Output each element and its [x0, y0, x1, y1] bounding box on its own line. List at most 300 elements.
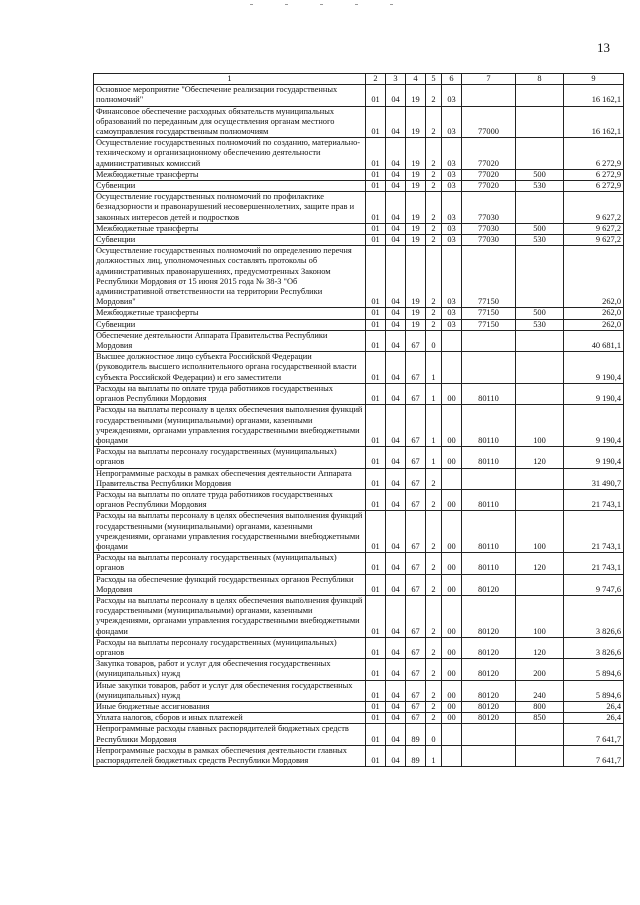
row-name: Межбюджетные трансферты: [94, 169, 366, 180]
direction-code: 80110: [462, 553, 516, 574]
program-code: 89: [406, 724, 426, 745]
direction-code: 80120: [462, 713, 516, 724]
row-name: Обеспечение деятельности Аппарата Правительства Республики Мордовия: [94, 330, 366, 351]
activity-code: 03: [442, 223, 462, 234]
subsection-code: 04: [386, 745, 406, 766]
subprogram-code: 1: [426, 447, 442, 468]
program-code: 67: [406, 489, 426, 510]
section-code: 01: [366, 181, 386, 192]
amount: 26,4: [564, 713, 624, 724]
direction-code: 77030: [462, 223, 516, 234]
amount: 5 894,6: [564, 659, 624, 680]
header-row: [94, 74, 624, 85]
activity-code: 03: [442, 192, 462, 224]
section-code: 01: [366, 169, 386, 180]
direction-code: 77020: [462, 181, 516, 192]
direction-code: 80110: [462, 447, 516, 468]
subprogram-code: 2: [426, 106, 442, 138]
table-row: [94, 223, 624, 234]
table-row: [94, 701, 624, 712]
expense-type-code: 120: [516, 637, 564, 658]
section-code: 01: [366, 447, 386, 468]
amount: 9 190,4: [564, 352, 624, 384]
subprogram-code: 2: [426, 574, 442, 595]
table-row: [94, 308, 624, 319]
subsection-code: 04: [386, 659, 406, 680]
subprogram-code: 1: [426, 745, 442, 766]
expense-type-code: 800: [516, 701, 564, 712]
col-header: 1: [94, 74, 366, 85]
row-name: Уплата налогов, сборов и иных платежей: [94, 713, 366, 724]
activity-code: [442, 468, 462, 489]
expense-type-code: 100: [516, 595, 564, 637]
program-code: 67: [406, 352, 426, 384]
section-code: 01: [366, 383, 386, 404]
subprogram-code: 2: [426, 595, 442, 637]
subprogram-code: 2: [426, 701, 442, 712]
subprogram-code: 1: [426, 352, 442, 384]
expense-type-code: 100: [516, 405, 564, 447]
program-code: 67: [406, 447, 426, 468]
amount: 21 743,1: [564, 489, 624, 510]
expense-type-code: [516, 489, 564, 510]
section-code: 01: [366, 319, 386, 330]
subprogram-code: 2: [426, 308, 442, 319]
subsection-code: 04: [386, 468, 406, 489]
expense-type-code: [516, 468, 564, 489]
subsection-code: 04: [386, 680, 406, 701]
table-row: [94, 106, 624, 138]
row-name: Осуществление государственных полномочий по профилактике безнадзорности и правонарушений несовершеннолетних, защите прав и законных интересов детей и подростков: [94, 192, 366, 224]
expense-type-code: 240: [516, 680, 564, 701]
subsection-code: 04: [386, 701, 406, 712]
expense-type-code: 530: [516, 235, 564, 246]
subsection-code: 04: [386, 724, 406, 745]
direction-code: 77150: [462, 246, 516, 308]
expense-type-code: 120: [516, 447, 564, 468]
subprogram-code: 1: [426, 405, 442, 447]
table-row: [94, 574, 624, 595]
expense-type-code: [516, 246, 564, 308]
activity-code: 00: [442, 553, 462, 574]
activity-code: [442, 745, 462, 766]
row-name: Иные закупки товаров, работ и услуг для обеспечения государственных (муниципальных) нужд: [94, 680, 366, 701]
subprogram-code: 1: [426, 383, 442, 404]
subprogram-code: 2: [426, 192, 442, 224]
subprogram-code: 2: [426, 319, 442, 330]
direction-code: [462, 85, 516, 106]
subsection-code: 04: [386, 330, 406, 351]
expense-type-code: 500: [516, 223, 564, 234]
budget-table: [93, 73, 624, 767]
expense-type-code: [516, 383, 564, 404]
amount: 6 272,9: [564, 169, 624, 180]
program-code: 19: [406, 235, 426, 246]
table-row: [94, 468, 624, 489]
table-row: [94, 352, 624, 384]
table-row: [94, 192, 624, 224]
program-code: 19: [406, 181, 426, 192]
row-name: Межбюджетные трансферты: [94, 308, 366, 319]
expense-type-code: 850: [516, 713, 564, 724]
subprogram-code: 2: [426, 680, 442, 701]
direction-code: [462, 724, 516, 745]
expense-type-code: [516, 192, 564, 224]
activity-code: [442, 724, 462, 745]
row-name: Расходы на выплаты персоналу в целях обеспечения выполнения функций государственными (муниципальными) органами, казенными учреждениями, органами управления государственными внебюджетными фондами: [94, 511, 366, 553]
table-row: [94, 595, 624, 637]
amount: 262,0: [564, 246, 624, 308]
table-row: [94, 745, 624, 766]
amount: 9 190,4: [564, 405, 624, 447]
row-name: Расходы на выплаты по оплате труда работников государственных органов Республики Мордовия: [94, 489, 366, 510]
col-header: 9: [564, 74, 624, 85]
amount: 3 826,6: [564, 595, 624, 637]
subprogram-code: 2: [426, 246, 442, 308]
section-code: 01: [366, 595, 386, 637]
activity-code: 00: [442, 659, 462, 680]
activity-code: 00: [442, 405, 462, 447]
direction-code: [462, 352, 516, 384]
row-name: Субвенции: [94, 319, 366, 330]
direction-code: [462, 468, 516, 489]
subprogram-code: 2: [426, 181, 442, 192]
col-header: 7: [462, 74, 516, 85]
program-code: 19: [406, 106, 426, 138]
activity-code: 03: [442, 138, 462, 170]
table-row: [94, 637, 624, 658]
subsection-code: 04: [386, 223, 406, 234]
subsection-code: 04: [386, 713, 406, 724]
table-row: [94, 724, 624, 745]
expense-type-code: 530: [516, 319, 564, 330]
col-header: 4: [406, 74, 426, 85]
subprogram-code: 2: [426, 489, 442, 510]
row-name: Непрограммные расходы главных распорядителей бюджетных средств Республики Мордовия: [94, 724, 366, 745]
direction-code: 77030: [462, 192, 516, 224]
table-row: [94, 85, 624, 106]
section-code: 01: [366, 85, 386, 106]
row-name: Расходы на выплаты персоналу в целях обеспечения выполнения функций государственными (муниципальными) органами, казенными учреждениями, органами управления государственными внебюджетными фондами: [94, 405, 366, 447]
subsection-code: 04: [386, 85, 406, 106]
table-row: [94, 319, 624, 330]
row-name: Субвенции: [94, 181, 366, 192]
section-code: 01: [366, 701, 386, 712]
row-name: Иные бюджетные ассигнования: [94, 701, 366, 712]
amount: 9 627,2: [564, 192, 624, 224]
program-code: 67: [406, 680, 426, 701]
subprogram-code: 2: [426, 468, 442, 489]
program-code: 67: [406, 383, 426, 404]
program-code: 67: [406, 595, 426, 637]
section-code: 01: [366, 246, 386, 308]
section-code: 01: [366, 352, 386, 384]
row-name: Высшее должностное лицо субъекта Российской Федерации (руководитель высшего исполнительного органа государственной власти субъекта Российской Федерации) и его заместители: [94, 352, 366, 384]
subsection-code: 04: [386, 637, 406, 658]
page-number: 13: [597, 40, 610, 55]
expense-type-code: [516, 352, 564, 384]
row-name: Осуществление государственных полномочий по определению перечня должностных лиц, уполномоченных составлять протоколы об административных правонарушениях, предусмотренных Законом Республики Мордовия от 15 июня 2015 года № 38-З "Об административной ответственности на территории Республики Мордовия": [94, 246, 366, 308]
col-header: 6: [442, 74, 462, 85]
section-code: 01: [366, 659, 386, 680]
row-name: Закупка товаров, работ и услуг для обеспечения государственных (муниципальных) нужд: [94, 659, 366, 680]
section-code: 01: [366, 489, 386, 510]
amount: 9 190,4: [564, 383, 624, 404]
subprogram-code: 2: [426, 637, 442, 658]
program-code: 67: [406, 553, 426, 574]
section-code: 01: [366, 106, 386, 138]
program-code: 19: [406, 223, 426, 234]
expense-type-code: [516, 138, 564, 170]
section-code: 01: [366, 511, 386, 553]
activity-code: [442, 330, 462, 351]
program-code: 19: [406, 319, 426, 330]
subsection-code: 04: [386, 235, 406, 246]
direction-code: 80110: [462, 383, 516, 404]
amount: 5 894,6: [564, 680, 624, 701]
table-row: [94, 246, 624, 308]
program-code: 19: [406, 246, 426, 308]
subsection-code: 04: [386, 169, 406, 180]
expense-type-code: [516, 330, 564, 351]
program-code: 67: [406, 511, 426, 553]
direction-code: 80110: [462, 405, 516, 447]
table-row: [94, 138, 624, 170]
amount: 21 743,1: [564, 511, 624, 553]
amount: 6 272,9: [564, 138, 624, 170]
row-name: Межбюджетные трансферты: [94, 223, 366, 234]
subsection-code: 04: [386, 553, 406, 574]
table-row: [94, 489, 624, 510]
row-name: Расходы на выплаты персоналу в целях обеспечения выполнения функций государственными (муниципальными) органами, казенными учреждениями, органами управления государственными внебюджетными фондами: [94, 595, 366, 637]
activity-code: 03: [442, 169, 462, 180]
col-header: 2: [366, 74, 386, 85]
amount: 40 681,1: [564, 330, 624, 351]
amount: 9 747,6: [564, 574, 624, 595]
section-code: 01: [366, 745, 386, 766]
activity-code: [442, 352, 462, 384]
scan-artifacts: [0, 4, 640, 8]
table-row: [94, 383, 624, 404]
program-code: 67: [406, 468, 426, 489]
activity-code: 00: [442, 574, 462, 595]
direction-code: [462, 330, 516, 351]
amount: 7 641,7: [564, 745, 624, 766]
activity-code: 00: [442, 595, 462, 637]
program-code: 19: [406, 138, 426, 170]
section-code: 01: [366, 637, 386, 658]
expense-type-code: [516, 574, 564, 595]
section-code: 01: [366, 138, 386, 170]
amount: 16 162,1: [564, 106, 624, 138]
subsection-code: 04: [386, 308, 406, 319]
activity-code: 00: [442, 637, 462, 658]
table-row: [94, 181, 624, 192]
subsection-code: 04: [386, 352, 406, 384]
direction-code: 80110: [462, 489, 516, 510]
activity-code: 00: [442, 713, 462, 724]
activity-code: 00: [442, 383, 462, 404]
amount: 21 743,1: [564, 553, 624, 574]
expense-type-code: 530: [516, 181, 564, 192]
subsection-code: 04: [386, 489, 406, 510]
table-row: [94, 169, 624, 180]
subprogram-code: 2: [426, 169, 442, 180]
section-code: 01: [366, 308, 386, 319]
amount: 31 490,7: [564, 468, 624, 489]
section-code: 01: [366, 724, 386, 745]
subsection-code: 04: [386, 181, 406, 192]
direction-code: 80120: [462, 595, 516, 637]
col-header: 8: [516, 74, 564, 85]
amount: 9 627,2: [564, 223, 624, 234]
section-code: 01: [366, 330, 386, 351]
program-code: 19: [406, 169, 426, 180]
activity-code: 03: [442, 235, 462, 246]
direction-code: 80120: [462, 659, 516, 680]
program-code: 67: [406, 659, 426, 680]
section-code: 01: [366, 574, 386, 595]
subsection-code: 04: [386, 138, 406, 170]
col-header: 3: [386, 74, 406, 85]
program-code: 67: [406, 701, 426, 712]
amount: 262,0: [564, 319, 624, 330]
subprogram-code: 2: [426, 553, 442, 574]
activity-code: 03: [442, 181, 462, 192]
expense-type-code: 120: [516, 553, 564, 574]
program-code: 89: [406, 745, 426, 766]
activity-code: 00: [442, 489, 462, 510]
program-code: 19: [406, 192, 426, 224]
direction-code: [462, 745, 516, 766]
expense-type-code: 100: [516, 511, 564, 553]
activity-code: 03: [442, 246, 462, 308]
amount: 262,0: [564, 308, 624, 319]
activity-code: 00: [442, 701, 462, 712]
program-code: 19: [406, 85, 426, 106]
section-code: 01: [366, 235, 386, 246]
activity-code: 03: [442, 85, 462, 106]
direction-code: 80110: [462, 511, 516, 553]
row-name: Субвенции: [94, 235, 366, 246]
table-row: [94, 447, 624, 468]
amount: 26,4: [564, 701, 624, 712]
table-row: [94, 235, 624, 246]
table-row: [94, 511, 624, 553]
subprogram-code: 0: [426, 724, 442, 745]
section-code: 01: [366, 680, 386, 701]
direction-code: 80120: [462, 701, 516, 712]
expense-type-code: [516, 106, 564, 138]
subprogram-code: 2: [426, 85, 442, 106]
subsection-code: 04: [386, 246, 406, 308]
amount: 16 162,1: [564, 85, 624, 106]
program-code: 67: [406, 713, 426, 724]
program-code: 67: [406, 330, 426, 351]
subsection-code: 04: [386, 574, 406, 595]
direction-code: 77150: [462, 319, 516, 330]
row-name: Расходы на выплаты персоналу государственных (муниципальных) органов: [94, 637, 366, 658]
table-row: [94, 713, 624, 724]
section-code: 01: [366, 192, 386, 224]
subprogram-code: 2: [426, 659, 442, 680]
amount: 9 190,4: [564, 447, 624, 468]
subsection-code: 04: [386, 405, 406, 447]
row-name: Расходы на выплаты персоналу государственных (муниципальных) органов: [94, 553, 366, 574]
row-name: Осуществление государственных полномочий по созданию, материально-техническому и организационному обеспечению деятельности административных комиссий: [94, 138, 366, 170]
row-name: Финансовое обеспечение расходных обязательств муниципальных образований по переданным для осуществления органам местного самоуправления государственным полномочиям: [94, 106, 366, 138]
expense-type-code: [516, 745, 564, 766]
row-name: Расходы на выплаты персоналу государственных (муниципальных) органов: [94, 447, 366, 468]
activity-code: 00: [442, 447, 462, 468]
table-row: [94, 405, 624, 447]
section-code: 01: [366, 405, 386, 447]
direction-code: 77030: [462, 235, 516, 246]
direction-code: 80120: [462, 680, 516, 701]
subprogram-code: 2: [426, 138, 442, 170]
row-name: Расходы на обеспечение функций государственных органов Республики Мордовия: [94, 574, 366, 595]
subsection-code: 04: [386, 319, 406, 330]
section-code: 01: [366, 553, 386, 574]
subsection-code: 04: [386, 192, 406, 224]
subsection-code: 04: [386, 106, 406, 138]
direction-code: 77020: [462, 138, 516, 170]
activity-code: 03: [442, 106, 462, 138]
row-name: Непрограммные расходы в рамках обеспечения деятельности главных распорядителей бюджетных средств Республики Мордовия: [94, 745, 366, 766]
program-code: 67: [406, 637, 426, 658]
amount: 9 627,2: [564, 235, 624, 246]
amount: 6 272,9: [564, 181, 624, 192]
direction-code: 80120: [462, 637, 516, 658]
table-row: [94, 330, 624, 351]
subprogram-code: 2: [426, 511, 442, 553]
row-name: Основное мероприятие "Обеспечение реализации государственных полномочий": [94, 85, 366, 106]
expense-type-code: [516, 85, 564, 106]
activity-code: 03: [442, 308, 462, 319]
expense-type-code: 500: [516, 169, 564, 180]
subsection-code: 04: [386, 447, 406, 468]
subprogram-code: 2: [426, 223, 442, 234]
table-row: [94, 553, 624, 574]
table-row: [94, 659, 624, 680]
activity-code: 03: [442, 319, 462, 330]
program-code: 67: [406, 574, 426, 595]
row-name: Расходы на выплаты по оплате труда работников государственных органов Республики Мордовия: [94, 383, 366, 404]
program-code: 67: [406, 405, 426, 447]
expense-type-code: 500: [516, 308, 564, 319]
subsection-code: 04: [386, 383, 406, 404]
direction-code: 77020: [462, 169, 516, 180]
amount: 3 826,6: [564, 637, 624, 658]
section-code: 01: [366, 468, 386, 489]
subprogram-code: 2: [426, 235, 442, 246]
activity-code: 00: [442, 680, 462, 701]
subsection-code: 04: [386, 595, 406, 637]
program-code: 19: [406, 308, 426, 319]
row-name: Непрограммные расходы в рамках обеспечения деятельности Аппарата Правительства Республики Мордовия: [94, 468, 366, 489]
subprogram-code: 2: [426, 713, 442, 724]
col-header: 5: [426, 74, 442, 85]
expense-type-code: [516, 724, 564, 745]
amount: 7 641,7: [564, 724, 624, 745]
subprogram-code: 0: [426, 330, 442, 351]
table-row: [94, 680, 624, 701]
section-code: 01: [366, 223, 386, 234]
direction-code: 77000: [462, 106, 516, 138]
expense-type-code: 200: [516, 659, 564, 680]
section-code: 01: [366, 713, 386, 724]
direction-code: 77150: [462, 308, 516, 319]
